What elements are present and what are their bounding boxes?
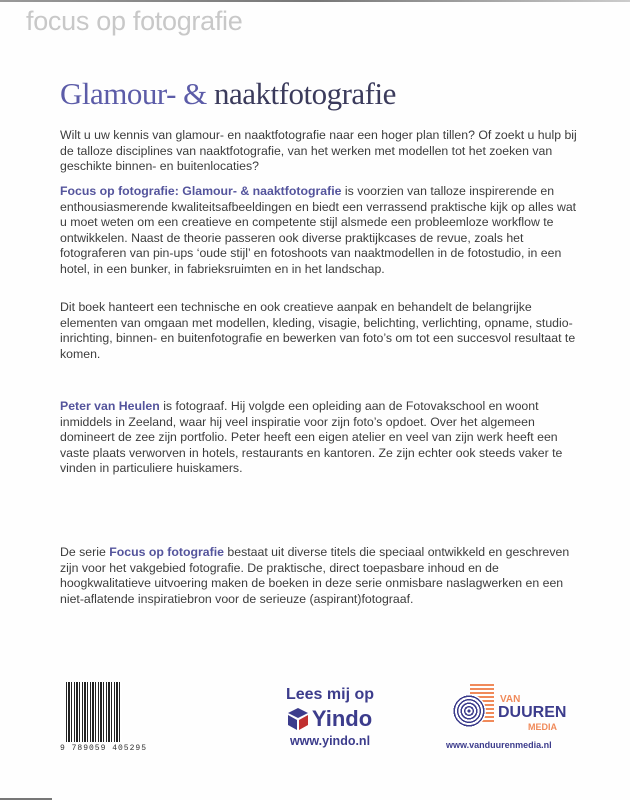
book-title — [60, 76, 396, 112]
series-name: Focus op fotografie — [109, 545, 224, 559]
barcode — [66, 682, 122, 742]
approach-paragraph: Dit boek hanteert een technische en ook creatieve aanpak en behandelt de belangrijke elementen van omgaan met modellen, kleding, visagie, belichting, verlichting, opname, studio-inrichting, binnen- en buitenfotografie en bewerken van foto’s om tot een succesvol resultaat te komen. — [60, 300, 576, 361]
top-edge — [0, 0, 630, 2]
yindo-cube-icon — [288, 708, 308, 730]
logo-spiral-icon — [452, 694, 486, 728]
bold-title: Focus op fotografie: Glamour- & naaktfotografie — [60, 184, 342, 198]
publisher-url: www.vanduurenmedia.nl — [446, 740, 552, 750]
yindo-logo: Lees mij op Yindo www.yindo.nl — [280, 686, 380, 748]
series-title: focus op fotografie — [26, 6, 243, 36]
title-rest: naaktfotografie — [214, 76, 396, 111]
intro-paragraph: Wilt u uw kennis van glamour- en naaktfotografie naar een hoger plan tillen? Of zoekt u hulp bij de talloze disciplines van naaktfotografie, van het werken met modellen tot het zoeken van geschikte binnen- en buitenlocaties? — [60, 128, 577, 174]
author-paragraph: Peter van Heulen is fotograaf. Hij volgde een opleiding aan de Fotovakschool en woont inmiddels in Zeeland, waar hij veel inspiratie voor zijn foto’s opdoet. Over het algemeen domineert de zee zijn portfolio. Peter heeft een eigen atelier en veel van zijn werk heeft een vaste plaats verworven in hotels, restaurants en kantoren. Ze zijn echter ook steeds vaker te vinden in particuliere huiskamers. — [60, 399, 563, 476]
description-paragraph: Focus op fotografie: Glamour- & naaktfotografie is voorzien van talloze inspirerende en enthousiasmerende kwaliteitsafbeeldingen en biedt een verrassend praktische kijk op alles wat u moet weten om een creatieve en competente stijl alsmede een probleemloze workflow te ontwikkelen. Naast de theorie passeren ook diverse praktijkcases de revue, zoals het fotograferen van pin-ups ‘oude stijl’ en fotoshoots van naaktmodellen in de fotostudio, in een hotel, in een bunker, in fabrieksruimten en in het landschap. — [60, 184, 577, 276]
isbn-number: 9 789059 405295 — [60, 744, 148, 753]
yindo-url: www.yindo.nl — [289, 734, 371, 748]
series-paragraph: De serie Focus op fotografie bestaat uit diverse titels die speciaal ontwikkeld en geschreven zijn voor het vakgebied fotografie. De praktische, direct toepasbare inhoud en de hoogkwalitatieve uitvoering maken de boeken in deze serie onmisbare naslagwerken en een niet-aflatende inspiratiebron voor de serieuze (aspirant)fotograaf. — [60, 545, 570, 606]
title-accent: Glamour- & — [60, 76, 207, 111]
author-name: Peter van Heulen — [60, 399, 160, 413]
book-back-cover: focus op fotografie Glamour- & naaktfotografie Wilt u uw kennis van glamour- en naaktfotografie naar een hoger plan tillen? Of zoekt u hulp bij de talloze disciplines van naaktfotografie, van het werken met modellen tot het zoeken van geschikte binnen- en buitenlocaties? Focus op fotografie: Glamour- & naaktfotografie is voorzien van talloze inspirerende en enthousiasmerende kwaliteitsafbeeldingen en biedt een verrassend praktische kijk op alles wat u moet weten om een creatieve en competente stijl alsmede een probleemloze workflow te ontwikkelen. Naast de theorie passeren ook diverse praktijkcases de revue, zoals het fotograferen van pin-ups ‘oude stijl’ en fotoshoots van naaktmodellen in de fotostudio, in een hotel, in een bunker, in fabrieksruimten en in het landschap. Dit boek hanteert een technische en ook creatieve aanpak en behandelt de belangrijke elementen van omgaan met modellen, kleding, visagie, belichting, verlichting, opname, studio-inrichting, binnen- en buitenfotografie en bewerken van foto’s om tot een succesvol resultaat te komen. Peter van Heulen is fotograaf. Hij volgde een opleiding aan de Fotovakschool en woont inmiddels in Zeeland, waar hij veel inspiratie voor zijn foto’s opdoet. Over het algemeen domineert de zee zijn portfolio. Peter heeft een eigen atelier en veel van zijn werk heeft een vaste plaats verworven in hotels, restaurants en kantoren. Ze zijn echter ook steeds vaker te vinden in particuliere huiskamers. De serie Focus op fotografie bestaat uit diverse titels die speciaal ontwikkeld en geschreven zijn voor het vakgebied fotografie. De praktische, direct toepasbare inhoud en de hoogkwalitatieve uitvoering maken de boeken in deze serie onmisbare naslagwerken en een niet-aflatende inspiratiebron voor de serieuze (aspirant)fotograaf. 9 789059 405295 Lees mij op Yindo www.yindo.nl VAN DUUREN MEDIA www.vanduurenmedia.nl — [0, 0, 630, 800]
